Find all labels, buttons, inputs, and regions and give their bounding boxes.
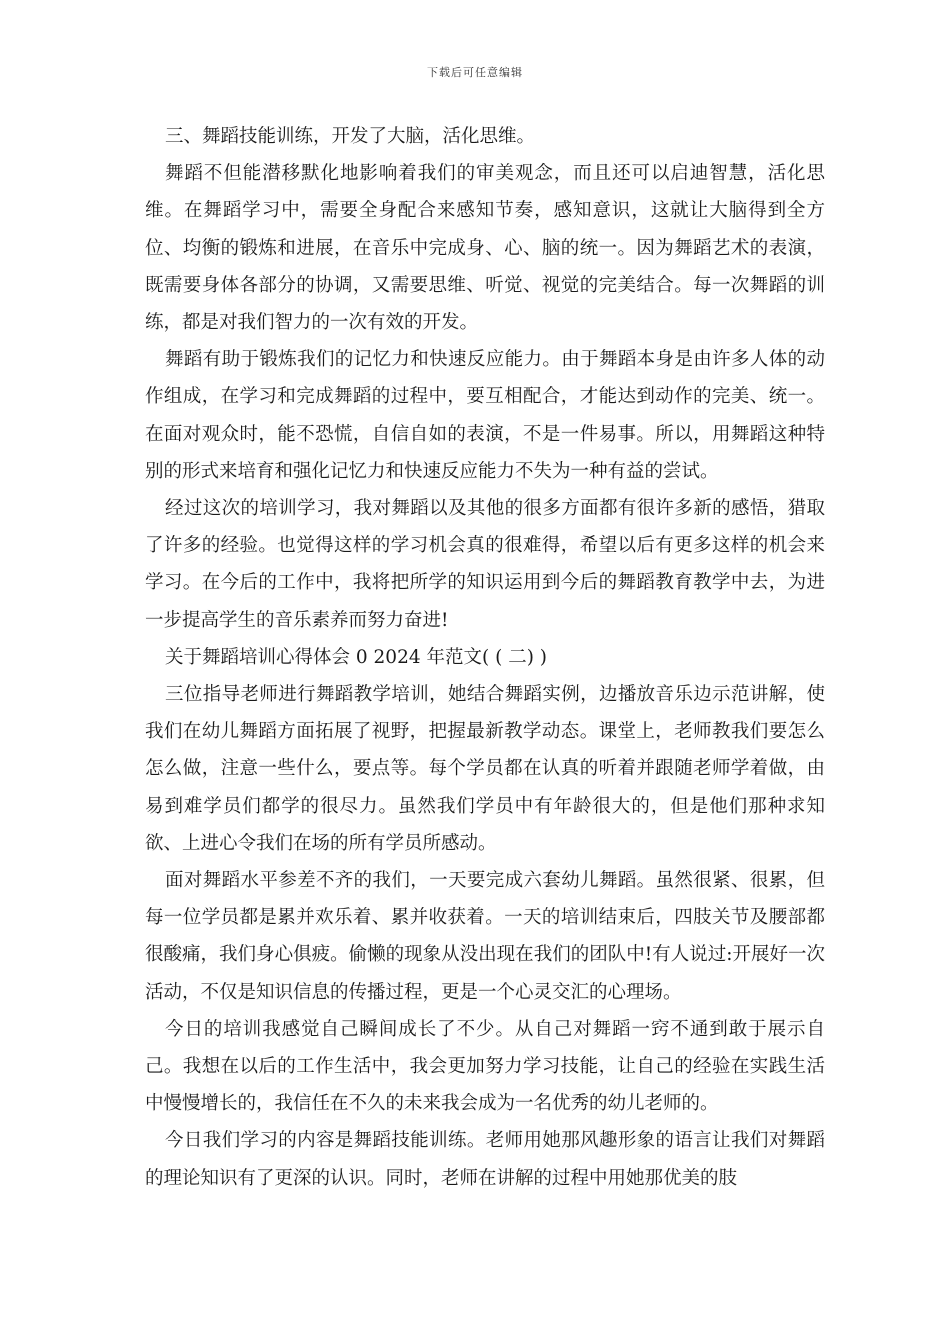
- paragraph-growth: 今日的培训我感觉自己瞬间成长了不少。从自己对舞蹈一窍不通到敢于展示自己。我想在以后的工作生活中，我会更加努力学习技能，让自己的经验在实践生活中慢慢增长的，我信任在不久的未来我会成为一名优秀的幼儿老师的。: [145, 1018, 825, 1115]
- paragraph-section-three-heading: 三、舞蹈技能训练，开发了大脑，活化思维。: [165, 126, 536, 147]
- paragraph-aesthetics: 舞蹈不但能潜移默化地影响着我们的审美观念，而且还可以启迪智慧，活化思维。在舞蹈学习中，需要全身配合来感知节奏，感知意识，这就让大脑得到全方位、均衡的锻炼和进展，在音乐中完成身、心、脑的统一。因为舞蹈艺术的表演，既需要身体各部分的协调，又需要思维、听觉、视觉的完美结合。每一次舞蹈的训练，都是对我们智力的一次有效的开发。: [145, 163, 825, 334]
- paragraph-six-dances: 面对舞蹈水平参差不齐的我们，一天要完成六套幼儿舞蹈。虽然很紧、很累，但每一位学员都是累并欢乐着、累并收获着。一天的培训结束后，四肢关节及腰部都很酸痛，我们身心俱疲。偷懒的现象从没出现在我们的团队中!有人说过:开展好一次活动，不仅是知识信息的传播过程，更是一个心灵交汇的心理场。: [145, 870, 825, 1003]
- page-header: 下载后可任意编辑: [427, 66, 523, 79]
- paragraph-teachers: 三位指导老师进行舞蹈教学培训，她结合舞蹈实例，边播放音乐边示范讲解，使我们在幼儿舞蹈方面拓展了视野，把握最新教学动态。课堂上，老师教我们要怎么怎么做，注意一些什么，要点等。每个学员都在认真的听着并跟随老师学着做，由易到难学员们都学的很尽力。虽然我们学员中有年龄很大的，但是他们那种求知欲、上进心令我们在场的所有学员所感动。: [145, 684, 825, 854]
- paragraph-memory: 舞蹈有助于锻炼我们的记忆力和快速反应能力。由于舞蹈本身是由许多人体的动作组成，在学习和完成舞蹈的过程中，要互相配合，才能达到动作的完美、统一。在面对观众时，能不恐慌，自信自如的表演，不是一件易事。所以，用舞蹈这种特别的形式来培育和强化记忆力和快速反应能力不失为一种有益的尝试。: [145, 349, 825, 482]
- paragraph-training-summary: 经过这次的培训学习，我对舞蹈以及其他的很多方面都有很许多新的感悟，猎取了许多的经验。也觉得这样的学习机会真的很难得，希望以后有更多这样的机会来学习。在今后的工作中，我将把所学的知识运用到今后的舞蹈教育教学中去，为进一步提高学生的音乐素养而努力奋进!: [145, 498, 825, 631]
- section-title-part-two: 关于舞蹈培训心得体会 0 2024 年范文( ( 二) ): [165, 646, 548, 668]
- document-body: [145, 118, 825, 1197]
- paragraph-skills-training: 今日我们学习的内容是舞蹈技能训练。老师用她那风趣形象的语言让我们对舞蹈的理论知识有了更深的认识。同时，老师在讲解的过程中用她那优美的肢: [145, 1130, 825, 1189]
